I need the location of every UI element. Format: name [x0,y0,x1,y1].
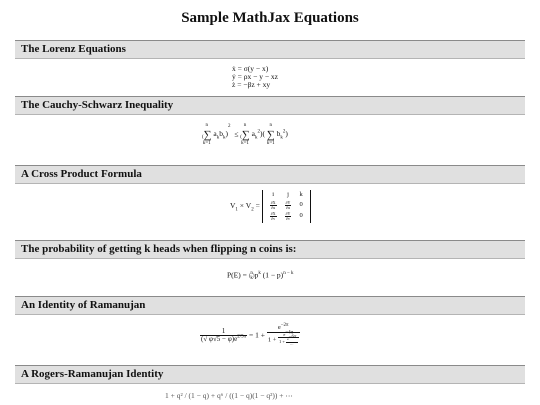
section-body-lorenz [15,59,525,96]
section-body-cross-product [15,184,525,240]
section-heading-cauchy-schwarz: The Cauchy-Schwarz Inequality [15,96,525,115]
equation-lorenz [232,65,278,89]
equation-probability: P(E) = ( n k )$p^k$ $(1 - p)^{n - k}$ [227,270,294,281]
sum-symbol-3: ∑ [266,128,275,141]
equation-cauchy-schwarz: n (∑ k=1 $a_kb_k)^2$ ≤ n (∑ k=1 $a_k^2$)( n ∑ k=1 $b_k^2$) [202,123,288,146]
section-heading-probability: The probability of getting k heads when flipping n coins is: [15,240,525,259]
cauchy-lower: k=1 [202,140,211,146]
section-heading-lorenz: The Lorenz Equations [15,40,525,59]
equation-rogers-ramanujan: 1 + q² / (1 − q) + q⁶ / ((1 − q)(1 − q²)) + ⋯ [165,391,293,400]
sum-symbol-2: ∑ [241,128,250,141]
lorenz-line-2: ẏ = ρx − y − xz [232,72,279,81]
section-heading-cross-product: A Cross Product Formula [15,165,525,184]
lorenz-line-3: ż = −βz + xy [232,80,271,89]
equation-cross-product: $V_1 \times V_2$ = i j k $\frac{\partial X}{\partial u}$ $\frac{\partial Y}{\partial u}$ 0 $\frac{\partial X}{\partial v}$ $\frac{\partial Y}{\partial v}$ 0 [230,190,311,223]
cauchy-upper: n [205,123,208,128]
sum-symbol: ∑ [203,128,212,141]
section-heading-rogers-ramanujan: A Rogers-Ramanujan Identity [15,365,525,384]
lorenz-line-1: ẋ = σ(y − x) [232,64,269,73]
section-body-probability [15,259,525,296]
section-body-rogers-ramanujan [15,384,525,404]
determinant-matrix: i j k $\frac{\partial X}{\partial u}$ $\frac{\partial Y}{\partial u}$ 0 $\frac{\partial X}{\partial v}$ $\frac{\partial Y}{\partial v}$ 0 [262,190,311,223]
equation-ramanujan: $\frac{1}{(√ \varphi√5 - \varphi)e^{2/5\pi}}$ = 1 + $e^{-2\pi}$ 1 + $e^{-4\pi}$ 1 + $\frac{e^{-6\pi}}{\dots}$ [200,325,300,346]
section-body-cauchy-schwarz [15,115,525,165]
section-body-ramanujan [15,315,525,365]
page-title: Sample MathJax Equations [181,10,359,26]
section-heading-ramanujan: An Identity of Ramanujan [15,296,525,315]
